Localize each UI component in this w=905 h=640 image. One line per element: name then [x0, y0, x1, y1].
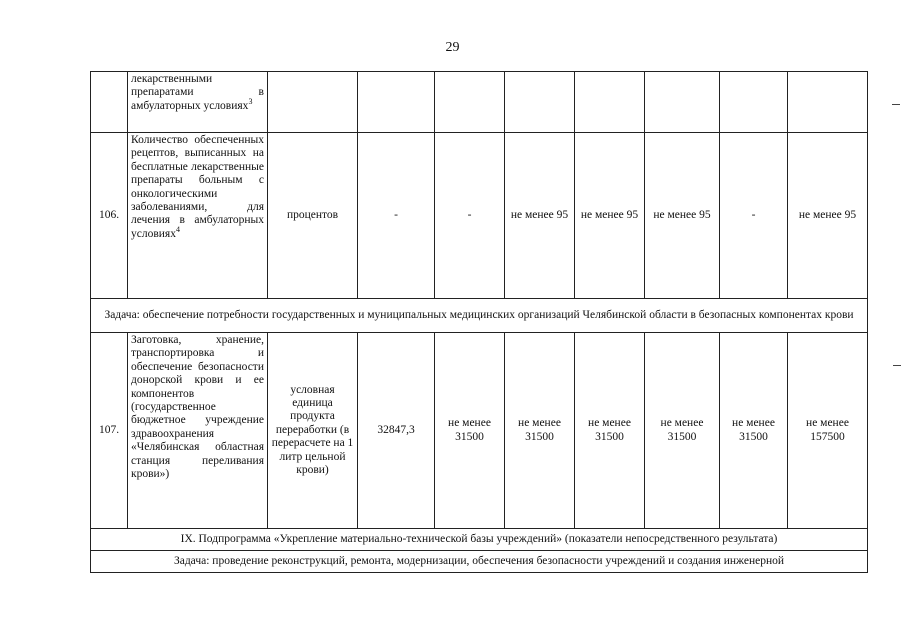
- value-cell: не менее 31500: [435, 333, 505, 529]
- indicator-name: Заготовка, хранение, транспортировка и обеспечение безопасности донорской крови и ее компонентов (государственное бюджетное учреждение здравоохранения «Челябинская областная станция переливания крови»): [128, 333, 268, 529]
- unit-cell: процентов: [268, 133, 358, 299]
- unit-cell: условная единица продукта переработки (в перерасчете на 1 литр цельной крови): [268, 333, 358, 529]
- value-cell: [575, 72, 645, 133]
- value-cell: [645, 72, 720, 133]
- value-cell: не менее 95: [788, 133, 868, 299]
- value-cell: -: [435, 133, 505, 299]
- value-cell: не менее 95: [645, 133, 720, 299]
- page-number: 29: [445, 40, 460, 55]
- unit-cell: [268, 72, 358, 133]
- value-cell: [788, 72, 868, 133]
- value-cell: [435, 72, 505, 133]
- value-cell: не менее 31500: [645, 333, 720, 529]
- task-row: [91, 551, 868, 573]
- indicator-name: Количество обеспеченных рецептов, выписанных на бесплатные лекарственные препараты больным с онкологическими заболеваниями, для лечения в амбулаторных условиях$^4$: [128, 133, 268, 299]
- value-cell: не менее 95: [505, 133, 575, 299]
- value-cell: не менее 31500: [720, 333, 788, 529]
- value-cell: не менее 95: [575, 133, 645, 299]
- task-row: [91, 299, 868, 333]
- value-cell: не менее 31500: [505, 333, 575, 529]
- row-number: [91, 72, 128, 133]
- task-text: Задача: проведение реконструкций, ремонта, модернизации, обеспечения безопасности учреждений и создания инженерной: [91, 551, 868, 573]
- task-text: Задача: обеспечение потребности государственных и муниципальных медицинских организаций Челябинской области в безопасных компонентах крови: [91, 299, 868, 333]
- value-cell: [505, 72, 575, 133]
- indicator-name: лекарственными препаратами в амбулаторных условиях$^3$: [128, 72, 268, 133]
- value-cell: -: [358, 133, 435, 299]
- value-cell: [720, 72, 788, 133]
- footnote-mark: 4: [175, 225, 180, 235]
- value-cell: не менее 31500: [575, 333, 645, 529]
- value-cell: -: [720, 133, 788, 299]
- margin-mark: [893, 365, 901, 366]
- table-row: [91, 333, 868, 529]
- value-cell: не менее 157500: [788, 333, 868, 529]
- subprogram-row: [91, 529, 868, 551]
- indicators-table: [90, 71, 868, 573]
- table-row: [91, 133, 868, 299]
- margin-mark: [892, 104, 900, 105]
- row-number: 107.: [91, 333, 128, 529]
- table-row: [91, 72, 868, 133]
- value-cell: [358, 72, 435, 133]
- subprogram-heading: IX. Подпрограмма «Укрепление материально-технической базы учреждений» (показатели непосредственного результата): [91, 529, 868, 551]
- footnote-mark: 3: [248, 96, 253, 106]
- row-number: 106.: [91, 133, 128, 299]
- value-cell: 32847,3: [358, 333, 435, 529]
